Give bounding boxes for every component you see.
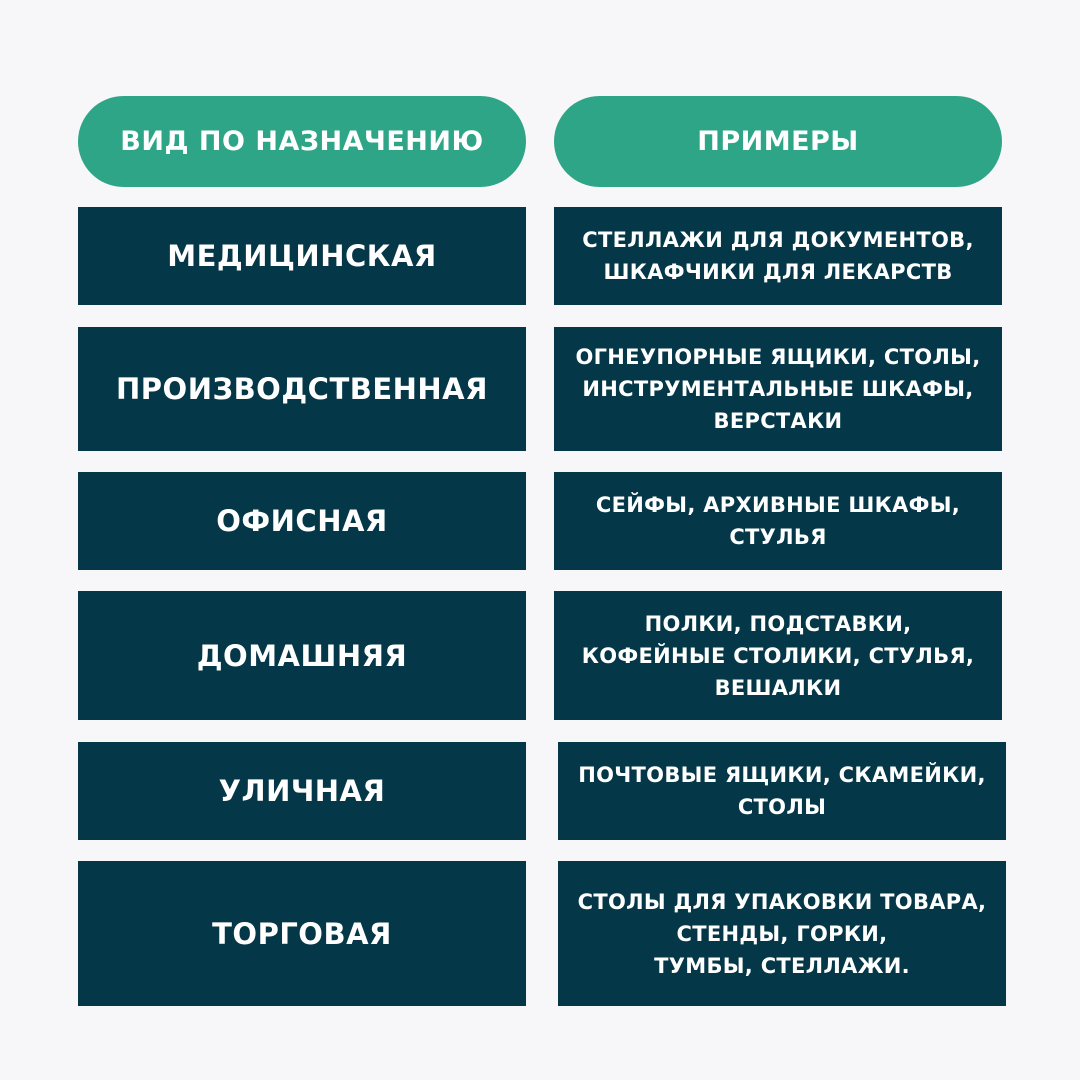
example-line: ВЕШАЛКИ [714,675,842,700]
example-line: ПОЛКИ, ПОДСТАВКИ, [644,611,912,636]
examples-cell-medical [554,207,1002,305]
category-cell-street: УЛИЧНАЯ [78,742,526,840]
example-line: СЕЙФЫ, АРХИВНЫЕ ШКАФЫ, [595,493,961,517]
example-line: ТУМБЫ, СТЕЛЛАЖИ. [654,953,910,978]
category-cell-medical: МЕДИЦИНСКАЯ [78,207,526,305]
category-cell-office: ОФИСНАЯ [78,472,526,570]
header-pill-category: ВИД ПО НАЗНАЧЕНИЮ [78,96,526,187]
example-line: КОФЕЙНЫЕ СТОЛИКИ, СТУЛЬЯ, [581,643,975,668]
example-line: ПОЧТОВЫЕ ЯЩИКИ, СКАМЕЙКИ, [578,763,986,787]
example-line: ОГНЕУПОРНЫЕ ЯЩИКИ, СТОЛЫ, [575,345,981,369]
example-line: СТЕНДЫ, ГОРКИ, [676,921,888,946]
example-line: СТОЛЫ [737,795,827,819]
examples-cell-office [554,472,1002,570]
examples-cell-retail [558,861,1006,1006]
example-line: ВЕРСТАКИ [713,409,843,433]
category-cell-home: ДОМАШНЯЯ [78,591,526,720]
category-cell-industrial: ПРОИЗВОДСТВЕННАЯ [78,327,526,451]
example-line: ШКАФЧИКИ ДЛЯ ЛЕКАРСТВ [603,260,953,284]
example-line: СТУЛЬЯ [729,525,827,549]
examples-cell-industrial [554,327,1002,451]
examples-cell-home [554,591,1002,720]
category-cell-retail: ТОРГОВАЯ [78,861,526,1006]
header-pill-examples: ПРИМЕРЫ [554,96,1002,187]
example-line: СТЕЛЛАЖИ ДЛЯ ДОКУМЕНТОВ, [582,228,974,252]
example-line: ИНСТРУМЕНТАЛЬНЫЕ ШКАФЫ, [582,377,974,401]
examples-cell-street [558,742,1006,840]
example-line: СТОЛЫ ДЛЯ УПАКОВКИ ТОВАРА, [577,889,987,914]
